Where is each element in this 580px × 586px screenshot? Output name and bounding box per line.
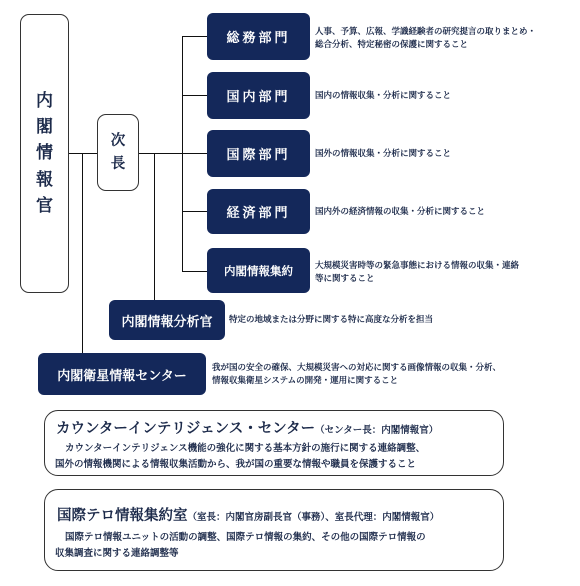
terror-subtitle: （室長：内閣官房副長官（事務）、室長代理：内閣情報官） bbox=[187, 512, 440, 523]
desc-line: 人事、予算、広報、学識経験者の研究提言の取りまとめ・ bbox=[315, 27, 537, 37]
deputy-node bbox=[97, 114, 139, 191]
connector-dept-1 bbox=[182, 36, 207, 37]
counterintelligence-title-text: カウンターインテリジェンス・センター bbox=[56, 421, 316, 437]
desc-line: 等に関すること bbox=[315, 274, 375, 284]
desc-line: 国外の情報収集・分析に関すること bbox=[315, 149, 452, 159]
dept-label: 経済部門 bbox=[226, 206, 291, 221]
root-char: 内 bbox=[36, 90, 53, 111]
dept-economic-desc bbox=[315, 206, 485, 219]
counterintelligence-body bbox=[55, 441, 425, 473]
connector-dept-2 bbox=[182, 95, 207, 96]
desc-line: 特定の地域または分野に関する特に高度な分析を担当 bbox=[229, 315, 434, 325]
body-line: 国際テロ情報ユニットの活動の調整、国際テロ情報の集約、その他の国際テロ情報の bbox=[65, 532, 426, 543]
root-node-cabinet-intelligence-director bbox=[20, 14, 69, 293]
dept-general-affairs bbox=[207, 13, 310, 60]
desc-line: 国内の情報収集・分析に関すること bbox=[315, 91, 452, 101]
cabinet-intelligence-analyst bbox=[109, 300, 225, 340]
counterintelligence-center-panel bbox=[44, 410, 504, 476]
terror-title-text: 国際テロ情報集約室 bbox=[57, 508, 188, 524]
terror-title bbox=[57, 504, 439, 525]
connector-dept-4 bbox=[182, 211, 207, 212]
counterintelligence-subtitle: （センター長：内閣情報官） bbox=[315, 425, 439, 436]
root-char: 閣 bbox=[36, 116, 53, 137]
root-char: 情 bbox=[36, 143, 53, 164]
intl-counter-terrorism-panel bbox=[44, 489, 504, 571]
satellite-desc bbox=[212, 362, 501, 388]
dept-international bbox=[207, 130, 310, 177]
deputy-char: 次 bbox=[110, 133, 126, 150]
dept-label: 国際部門 bbox=[226, 148, 291, 163]
root-char: 官 bbox=[36, 196, 53, 217]
body-line: カウンターインテリジェンス機能の強化に関する基本方針の施行に関する連絡調整、 bbox=[65, 443, 426, 454]
root-char: 報 bbox=[36, 169, 53, 190]
dept-domestic bbox=[207, 72, 310, 119]
dept-label: 国内部門 bbox=[226, 90, 291, 105]
dept-cabinet-info-collection bbox=[207, 248, 310, 293]
deputy-char: 長 bbox=[110, 155, 126, 172]
counterintelligence-title bbox=[56, 417, 438, 438]
analyst-desc bbox=[229, 314, 433, 327]
connector-dept-5 bbox=[182, 271, 207, 272]
terror-body bbox=[55, 530, 426, 562]
body-line: 収集調査に関する連絡調整等 bbox=[55, 548, 179, 559]
body-line: 国外の情報機関による情報収集活動から、我が国の重要な情報や職員を保護すること bbox=[55, 459, 417, 470]
connector-root-deputy bbox=[68, 153, 98, 154]
desc-line: 大規模災害時等の緊急事態における情報の収集・連絡 bbox=[315, 261, 520, 271]
connector-dept-3 bbox=[182, 153, 207, 154]
dept-international-desc bbox=[315, 148, 451, 161]
dept-label: 内閣情報集約 bbox=[224, 263, 293, 278]
desc-line: 国内外の経済情報の収集・分析に関すること bbox=[315, 207, 486, 217]
desc-line: 総合分析、特定秘密の保護に関すること bbox=[315, 40, 469, 50]
dept-domestic-desc bbox=[315, 90, 451, 103]
dept-economic bbox=[207, 189, 310, 234]
desc-line: 情報収集衛星システムの開発・運用に関すること bbox=[212, 376, 399, 386]
dept-label: 総務部門 bbox=[226, 31, 291, 46]
dept-cabinet-info-collection-desc bbox=[315, 260, 519, 286]
connector-dept-spine bbox=[182, 36, 183, 272]
satellite-label: 内閣衛星情報センター bbox=[57, 368, 187, 384]
connector-deputy-trunk bbox=[138, 153, 183, 154]
dept-general-affairs-desc bbox=[315, 26, 536, 52]
analyst-label: 内閣情報分析官 bbox=[121, 314, 213, 330]
desc-line: 我が国の安全の確保、大規模災害への対応に関する画像情報の収集・分析、 bbox=[212, 363, 502, 373]
cabinet-satellite-intelligence-center bbox=[38, 353, 206, 395]
connector-analyst-down bbox=[154, 153, 155, 300]
connector-root-down bbox=[82, 154, 83, 368]
